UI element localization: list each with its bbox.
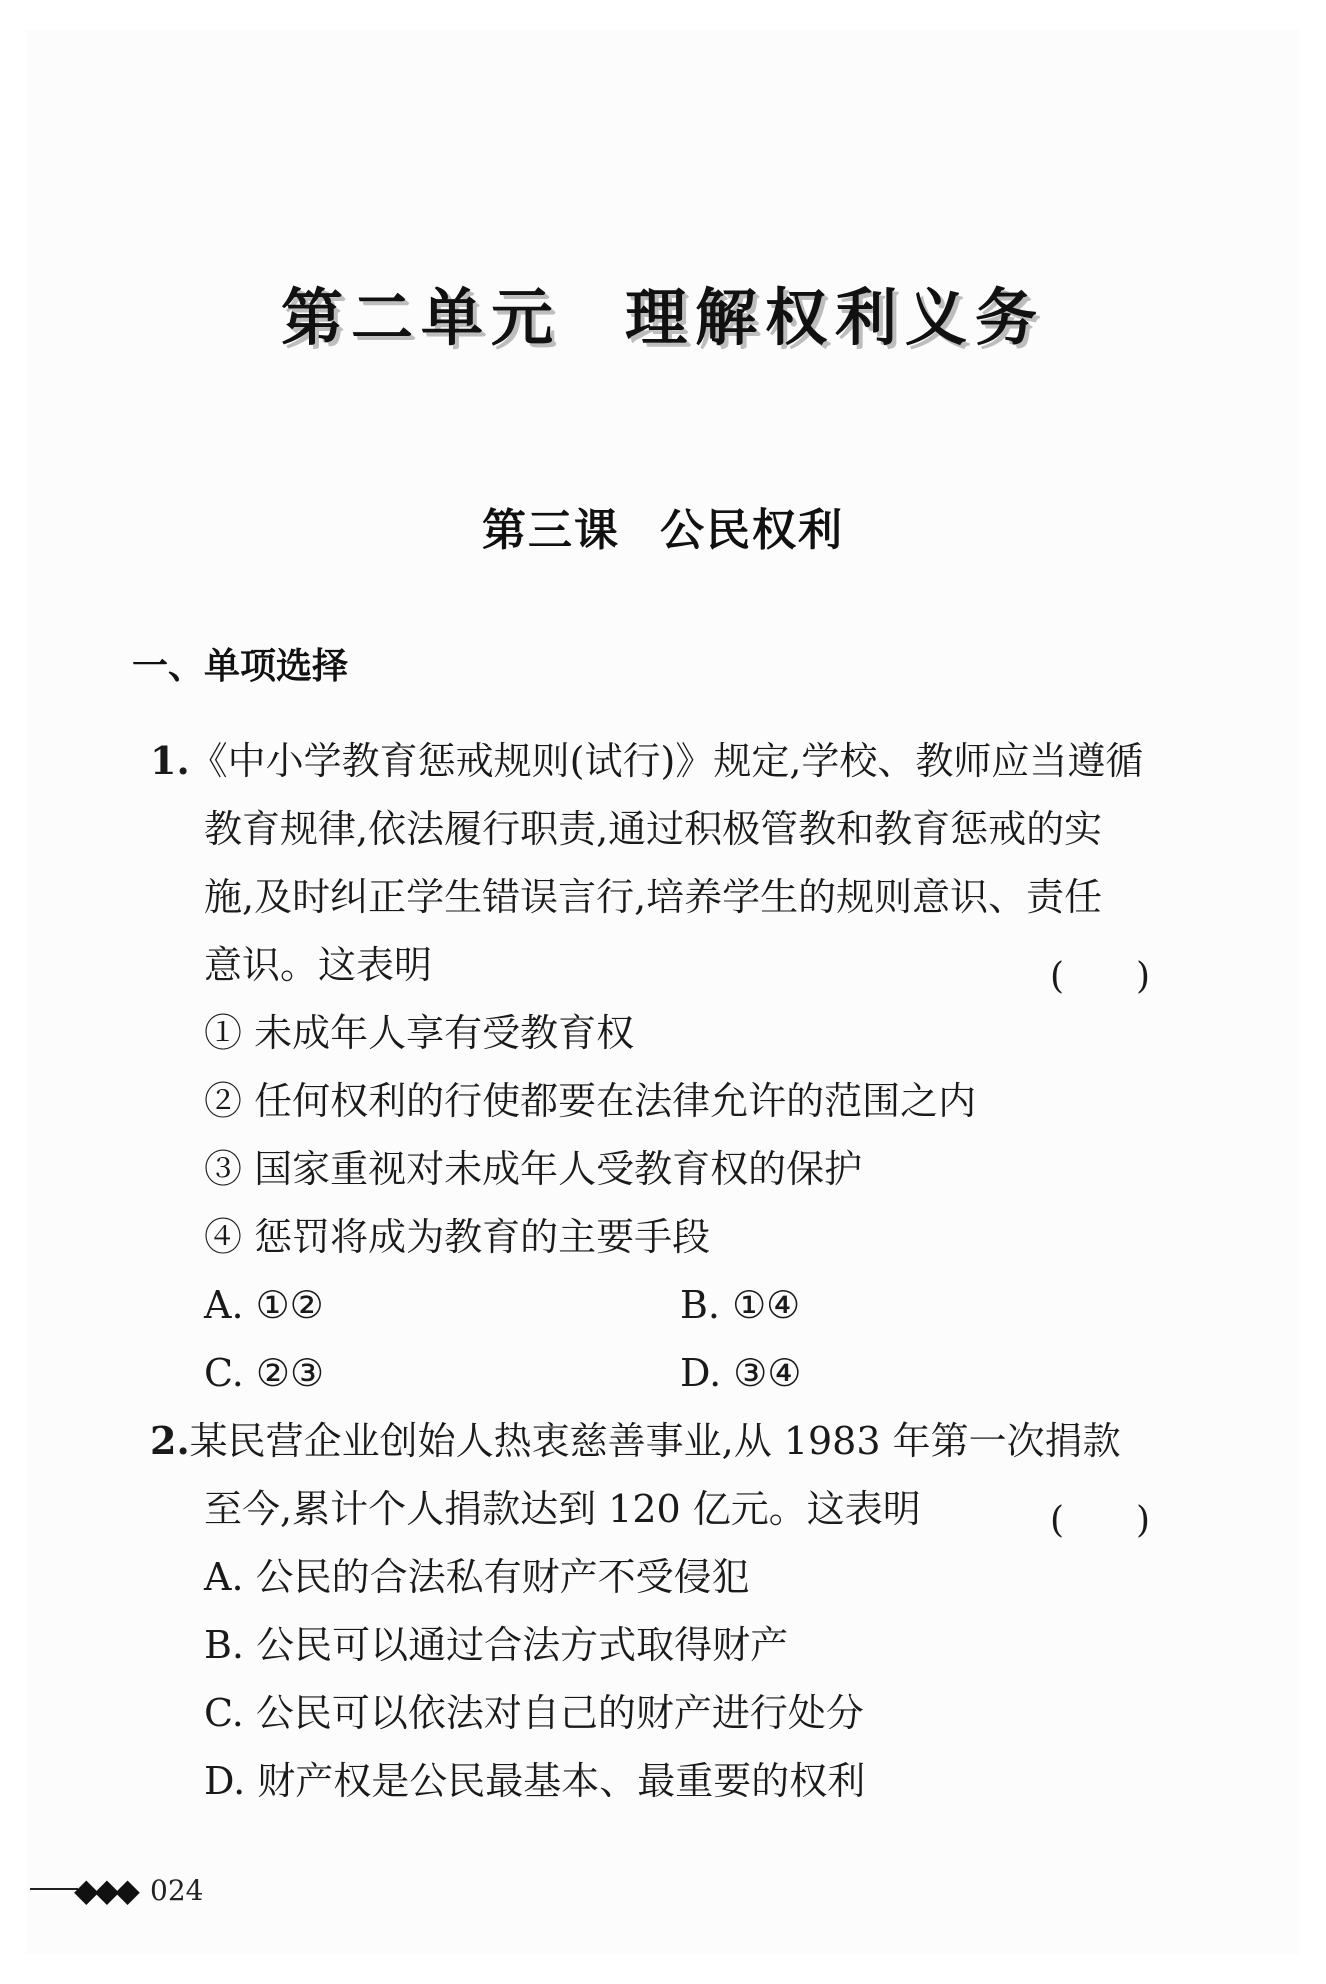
question-1-stem-line-4: 意识。这表明 — [204, 943, 433, 987]
question-1-option-d[interactable]: D. ③④ — [680, 1351, 802, 1395]
question-2-option-c[interactable]: C. 公民可以依法对自己的财产进行处分 — [204, 1691, 864, 1735]
question-2-stem-line-2: 至今,累计个人捐款达到 120 亿元。这表明 — [204, 1487, 921, 1531]
unit-title-number: 第二单元 — [280, 281, 561, 354]
footer-rule — [30, 1888, 78, 1890]
lesson-title-number: 第三课 — [482, 505, 620, 556]
question-1-number: 1. — [150, 738, 190, 783]
question-1-option-c[interactable]: C. ②③ — [204, 1351, 325, 1395]
question-2-option-d[interactable]: D. 财产权是公民最基本、最重要的权利 — [204, 1759, 866, 1803]
question-1-option-a[interactable]: A. ①② — [204, 1283, 324, 1327]
question-2-stem-line-1 — [150, 1418, 1121, 1463]
question-1-statement-3: ③ 国家重视对未成年人受教育权的保护 — [204, 1147, 863, 1191]
footer-diamond-ornament: ◆◆◆ — [74, 1871, 136, 1909]
lesson-title-text: 公民权利 — [660, 505, 844, 556]
page-number: 024 — [150, 1874, 204, 1907]
lesson-title — [0, 494, 1326, 558]
question-1-option-b[interactable]: B. ①④ — [680, 1283, 801, 1327]
question-1-stem-line-3: 施,及时纠正学生错误言行,培养学生的规则意识、责任 — [204, 875, 1103, 919]
unit-title-text: 理解权利义务 — [625, 281, 1046, 354]
question-1-statement-1: ① 未成年人享有受教育权 — [204, 1011, 635, 1055]
question-1-text: 《中小学教育惩戒规则(试行)》规定,学校、教师应当遵循 — [189, 739, 1144, 783]
question-1-answer-blank[interactable]: ( ) — [1050, 956, 1151, 997]
unit-title — [0, 268, 1326, 357]
question-2-option-b[interactable]: B. 公民可以通过合法方式取得财产 — [204, 1623, 789, 1667]
question-1-stem-line-2: 教育规律,依法履行职责,通过积极管教和教育惩戒的实 — [204, 807, 1103, 851]
question-2-answer-blank[interactable]: ( ) — [1050, 1500, 1151, 1541]
section-title: 一、单项选择 — [132, 646, 349, 687]
question-2-number: 2. — [150, 1418, 190, 1463]
question-2-option-a[interactable]: A. 公民的合法私有财产不受侵犯 — [204, 1555, 750, 1599]
question-1-statement-4: ④ 惩罚将成为教育的主要手段 — [204, 1215, 711, 1259]
question-2-text: 某民营企业创始人热衷慈善事业,从 1983 年第一次捐款 — [189, 1419, 1121, 1463]
question-1-statement-2: ② 任何权利的行使都要在法律允许的范围之内 — [204, 1079, 977, 1123]
question-1-stem-line-1 — [150, 738, 1144, 783]
